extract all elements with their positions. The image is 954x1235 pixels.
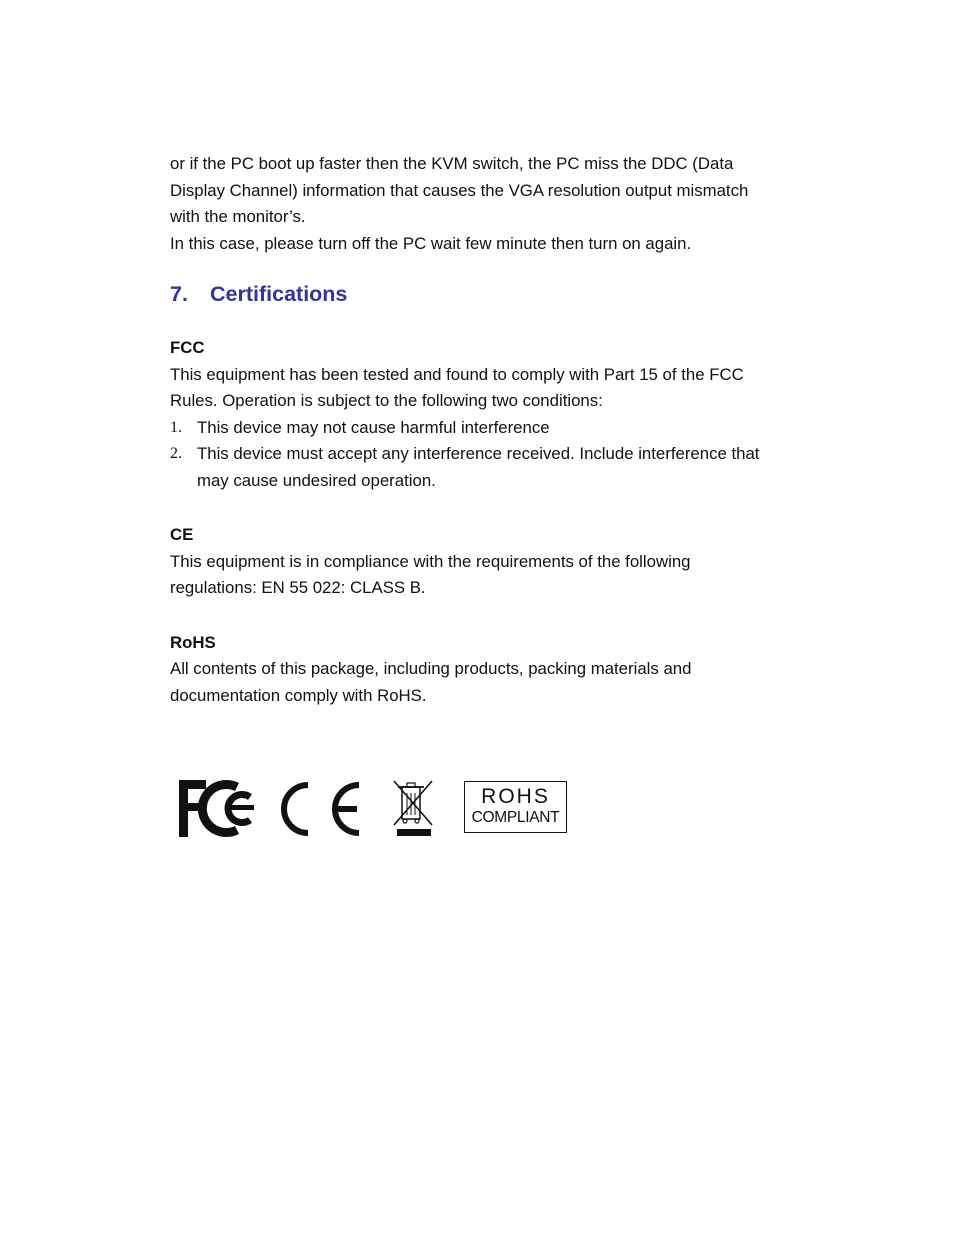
list-marker: 1. [170,418,182,436]
section-title: Certifications [210,282,348,306]
list-marker: 2. [170,445,182,462]
section-number: 7. [170,282,188,306]
section-heading [170,271,810,317]
rohs-heading: RoHS [170,632,216,652]
rohs-line: All contents of this package, including products, packing materials and [170,659,692,678]
intro-line: In this case, please turn off the PC wait few minute then turn on again. [170,233,692,253]
rohs-paragraph [170,656,810,709]
rohs-compliant-badge [464,781,567,833]
ce-paragraph [170,549,810,602]
rohs-line: documentation comply with RoHS. [170,685,427,705]
list-item-line: may cause undesired operation. [197,470,436,490]
rohs-badge-line2: COMPLIANT [471,809,560,826]
ce-line: regulations: EN 55 022: CLASS B. [170,578,426,597]
fcc-line: This equipment has been tested and found to comply with Part 15 of the FCC [170,364,744,384]
crossed-out-bin-icon [394,781,432,836]
intro-line: Display Channel) information that causes the VGA resolution output mismatch [170,180,749,200]
document-page [170,151,810,709]
fcc-heading: FCC [170,338,205,357]
list-item-text [197,441,810,494]
ce-line: This equipment is in compliance with the requirements of the following [170,551,691,571]
intro-paragraph [170,151,810,257]
list-item [170,415,810,442]
ce-mark-icon [284,785,359,833]
list-item-text: This device may not cause harmful interference [197,417,550,437]
fcc-conditions-list [170,415,810,495]
certification-logos [176,775,576,845]
intro-line: or if the PC boot up faster then the KVM switch, the PC miss the DDC (Data [170,154,734,173]
list-item [170,441,810,494]
rohs-badge-line1: ROHS [481,785,550,808]
fcc-line: Rules. Operation is subject to the following two conditions: [170,391,603,410]
ce-heading: CE [170,525,194,544]
list-item-line: This device must accept any interference received. Include interference that [197,444,760,463]
fcc-paragraph [170,362,810,415]
fcc-logo-icon [179,780,254,837]
intro-line: with the monitor’s. [170,207,306,226]
logo-strip [176,775,466,845]
